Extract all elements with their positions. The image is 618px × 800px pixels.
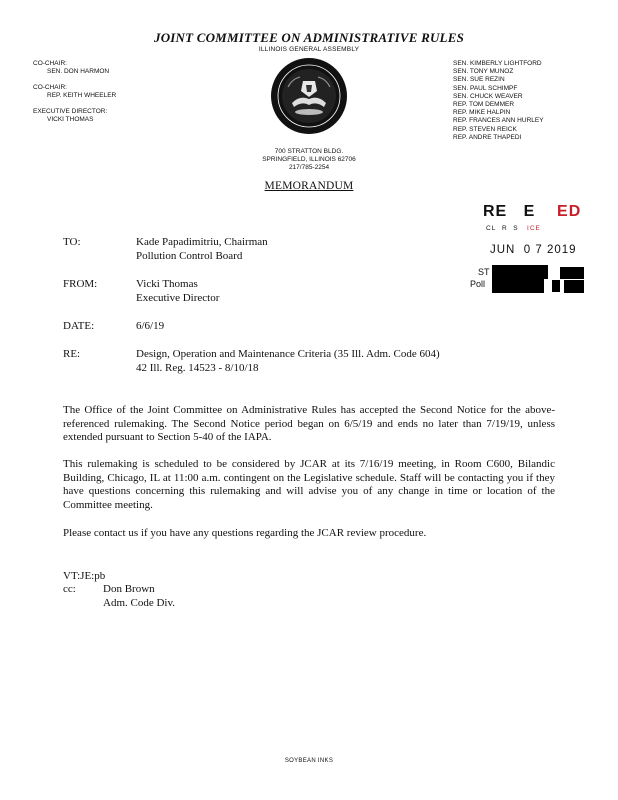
officer-role: EXECUTIVE DIRECTOR:	[33, 108, 108, 115]
committee-title: JOINT COMMITTEE ON ADMINISTRATIVE RULES	[154, 30, 464, 45]
typist-initials: VT:JE:pb	[63, 570, 106, 582]
officer-name: VICKI THOMAS	[47, 116, 94, 123]
general-assembly-subtitle: ILLINOIS GENERAL ASSEMBLY	[258, 46, 360, 53]
members-list	[453, 60, 544, 142]
address-line: SPRINGFIELD, ILLINOIS 62706	[262, 156, 356, 163]
member-name: SEN. TONY MUNOZ	[453, 68, 514, 76]
member-name: SEN. CHUCK WEAVER	[453, 92, 523, 100]
member-name: REP. FRANCES ANN HURLEY	[453, 117, 544, 125]
redaction-block	[560, 267, 584, 279]
member-name: SEN. KIMBERLY LIGHTFORD	[453, 60, 542, 67]
stamp-office-text: CL R S ICE	[486, 225, 541, 232]
cc-label: cc:	[63, 583, 76, 595]
recipient-org: Pollution Control Board	[136, 249, 243, 262]
subject-citation: 42 Ill. Reg. 14523 - 8/10/18	[136, 361, 259, 374]
officer-entry	[33, 84, 116, 100]
officer-name: SEN. DON HARMON	[47, 68, 110, 75]
stamp-line-state: ST	[478, 267, 490, 277]
re-label: RE:	[63, 348, 81, 360]
recipient-name: Kade Papadimitriu, Chairman	[136, 236, 268, 248]
body-paragraph-1: The Office of the Joint Committee on Administrative Rules has accepted the Second Notice for the above-referenced rulemaking. The Second Notice period began on 6/5/19 and ends no later than 7/19/19, unless extended pursuant to Section 5-40 of the IAPA.	[63, 404, 555, 443]
member-name: REP. TOM DEMMER	[453, 101, 515, 109]
member-name: REP. ANDRE THAPEDI	[453, 133, 522, 141]
member-name: REP. MIKE HALPIN	[453, 109, 511, 117]
cc-list	[103, 583, 175, 610]
date-label: DATE:	[63, 320, 95, 332]
sender-name: Vicki Thomas	[136, 278, 198, 290]
received-stamp	[470, 203, 598, 298]
member-name: SEN. SUE REZIN	[453, 76, 505, 84]
to-value	[136, 236, 268, 263]
from-label: FROM:	[63, 278, 98, 290]
officer-role: CO-CHAIR:	[33, 84, 67, 91]
redaction-block	[492, 265, 548, 279]
body-paragraph-3: Please contact us if you have any questions regarding the JCAR review procedure.	[63, 527, 427, 539]
redaction-block	[492, 279, 544, 293]
officers-list	[33, 60, 116, 132]
body-paragraph-2: This rulemaking is scheduled to be considered by JCAR at its 7/16/19 meeting, in Room C600, Bilandic Building, Chicago, IL at 11:00 a.m. contingent on the Legislative schedule. Staff will be contacting you if they have questions concerning this rulemaking and will advise you of any change in time or location of the Committee meeting.	[63, 458, 555, 511]
subject-line: Design, Operation and Maintenance Criteria (35 Ill. Adm. Code 604)	[136, 348, 440, 360]
cc-recipient: Adm. Code Div.	[103, 596, 176, 609]
redaction-block	[552, 280, 560, 292]
address-line: 217/785-2254	[288, 164, 330, 171]
officer-role: CO-CHAIR:	[33, 60, 67, 67]
memorandum-heading: MEMORANDUM	[264, 180, 354, 192]
redaction-block	[564, 280, 584, 293]
officer-entry	[33, 60, 116, 76]
member-name: SEN. PAUL SCHIMPF	[453, 84, 518, 92]
officer-name: REP. KEITH WHEELER	[47, 92, 117, 99]
date-value: 6/6/19	[136, 320, 165, 332]
stamp-received-text: RE E ED	[483, 203, 582, 220]
re-value	[136, 348, 440, 375]
officer-entry	[33, 108, 116, 124]
stamp-date: JUN 0 7 2019	[490, 244, 577, 256]
member-name: REP. STEVEN REICK	[453, 125, 517, 133]
sender-title: Executive Director	[136, 291, 220, 304]
stamp-line-pollution: Poll	[470, 279, 486, 289]
from-value	[136, 278, 219, 305]
to-label: TO:	[63, 236, 81, 248]
office-address	[0, 148, 618, 172]
cc-recipient: Don Brown	[103, 583, 155, 595]
state-seal-icon	[270, 57, 348, 135]
address-line: 700 STRATTON BLDG.	[274, 148, 344, 155]
soybean-inks-footer: SOYBEAN INKS	[284, 758, 334, 764]
